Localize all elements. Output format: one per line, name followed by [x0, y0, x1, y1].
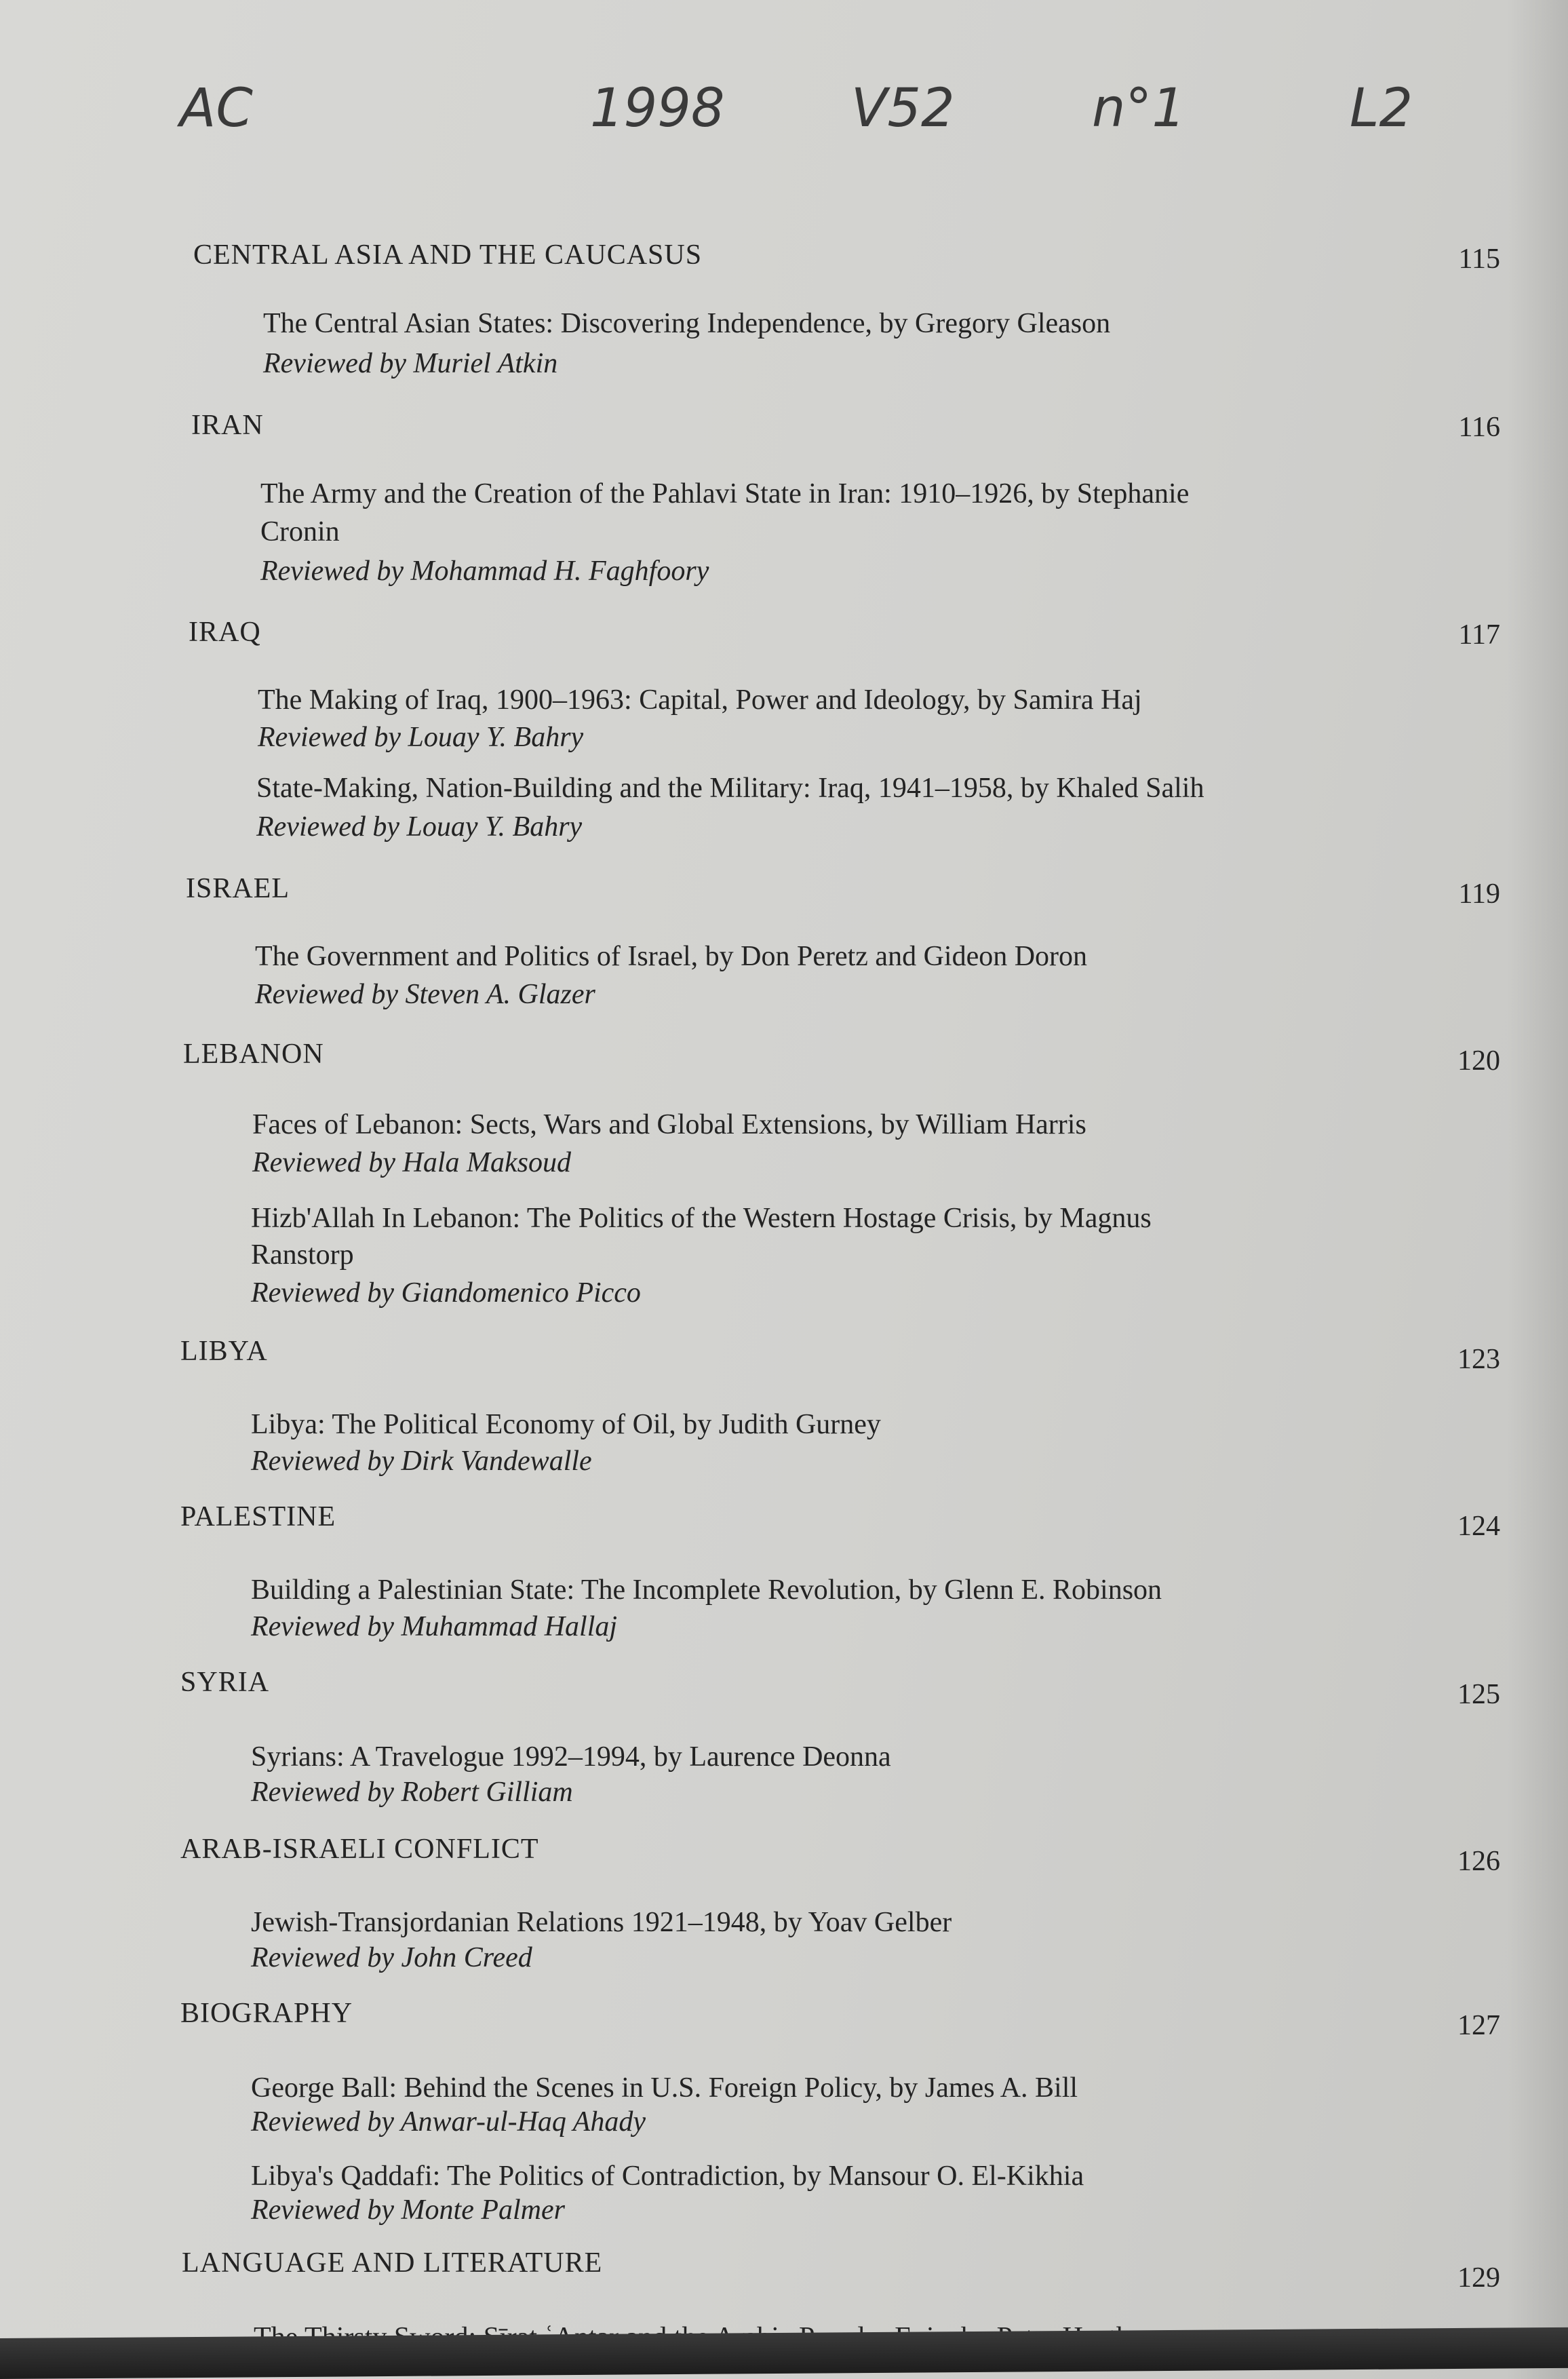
- section-heading: ARAB-ISRAELI CONFLICT: [180, 1834, 539, 1865]
- entry-title: Jewish-Transjordanian Relations 1921–1948, by Yoav Gelber: [251, 1907, 952, 1938]
- entry-title: George Ball: Behind the Scenes in U.S. Foreign Policy, by James A. Bill: [251, 2072, 1078, 2104]
- section-page-number: 116: [1458, 412, 1500, 443]
- entry-title: Hizb'Allah In Lebanon: The Politics of the Western Hostage Crisis, by Magnus: [251, 1203, 1152, 1234]
- entry-reviewer: Reviewed by Giandomenico Picco: [251, 1277, 641, 1309]
- section-heading: LIBYA: [180, 1336, 268, 1367]
- entry-reviewer: Reviewed by Louay Y. Bahry: [256, 811, 583, 843]
- section-heading: SYRIA: [180, 1667, 270, 1698]
- section-page-number: 120: [1457, 1045, 1500, 1077]
- entry-title: Libya: The Political Economy of Oil, by Judith Gurney: [251, 1409, 881, 1440]
- entry-reviewer: Reviewed by Mohammad H. Faghfoory: [260, 556, 709, 587]
- handwritten-note-5: L2: [1350, 78, 1413, 139]
- section-heading: LANGUAGE AND LITERATURE: [182, 2247, 603, 2279]
- section-page-number: 119: [1458, 878, 1500, 910]
- entry-title-continued: Ranstorp: [251, 1239, 354, 1271]
- section-heading: IRAQ: [189, 617, 261, 648]
- entry-title: The Government and Politics of Israel, by Don Peretz and Gideon Doron: [255, 941, 1088, 972]
- entry-reviewer: Reviewed by Monte Palmer: [251, 2194, 565, 2226]
- entry-reviewer: Reviewed by Anwar-ul-Haq Ahady: [251, 2106, 646, 2138]
- entry-reviewer: Reviewed by Louay Y. Bahry: [258, 722, 584, 753]
- section-page-number: 126: [1457, 1846, 1500, 1877]
- section-page-number: 125: [1457, 1679, 1500, 1710]
- entry-reviewer: Reviewed by Dirk Vandewalle: [251, 1446, 592, 1477]
- handwritten-note-2: 1998: [590, 78, 725, 139]
- section-heading: IRAN: [191, 410, 264, 441]
- section-page-number: 129: [1457, 2262, 1500, 2294]
- entry-title: The Central Asian States: Discovering Independence, by Gregory Gleason: [263, 308, 1111, 339]
- entry-reviewer: Reviewed by Hala Maksoud: [252, 1147, 572, 1178]
- entry-title: The Army and the Creation of the Pahlavi State in Iran: 1910–1926, by Stephanie: [260, 478, 1190, 509]
- handwritten-note-1: AC: [180, 78, 253, 139]
- entry-reviewer: Reviewed by Steven A. Glazer: [255, 979, 595, 1010]
- entry-title: Libya's Qaddafi: The Politics of Contradiction, by Mansour O. El-Kikhia: [251, 2161, 1084, 2192]
- entry-reviewer: Reviewed by Muriel Atkin: [263, 348, 558, 379]
- section-page-number: 127: [1457, 2010, 1500, 2041]
- entry-reviewer: Reviewed by John Creed: [251, 1942, 532, 1973]
- section-heading: CENTRAL ASIA AND THE CAUCASUS: [193, 239, 703, 271]
- section-page-number: 124: [1457, 1511, 1500, 1542]
- handwritten-note-4: n°1: [1092, 78, 1186, 139]
- section-page-number: 117: [1458, 619, 1500, 651]
- section-heading: BIOGRAPHY: [180, 1998, 353, 2029]
- section-page-number: 123: [1457, 1344, 1500, 1375]
- entry-reviewer: Reviewed by Robert Gilliam: [251, 1777, 573, 1808]
- section-heading: LEBANON: [183, 1039, 324, 1070]
- section-heading: PALESTINE: [180, 1501, 336, 1532]
- entry-title: Building a Palestinian State: The Incomplete Revolution, by Glenn E. Robinson: [251, 1574, 1162, 1606]
- entry-title: State-Making, Nation-Building and the Military: Iraq, 1941–1958, by Khaled Salih: [256, 773, 1204, 804]
- entry-title: The Making of Iraq, 1900–1963: Capital, Power and Ideology, by Samira Haj: [258, 684, 1142, 716]
- entry-reviewer: Reviewed by Muhammad Hallaj: [251, 1611, 618, 1642]
- section-page-number: 115: [1458, 244, 1500, 275]
- entry-title-continued: Cronin: [260, 516, 340, 547]
- handwritten-note-3: V52: [851, 78, 955, 139]
- section-heading: ISRAEL: [186, 873, 290, 904]
- entry-title: Faces of Lebanon: Sects, Wars and Global Extensions, by William Harris: [252, 1109, 1086, 1140]
- entry-title: Syrians: A Travelogue 1992–1994, by Laurence Deonna: [251, 1741, 891, 1773]
